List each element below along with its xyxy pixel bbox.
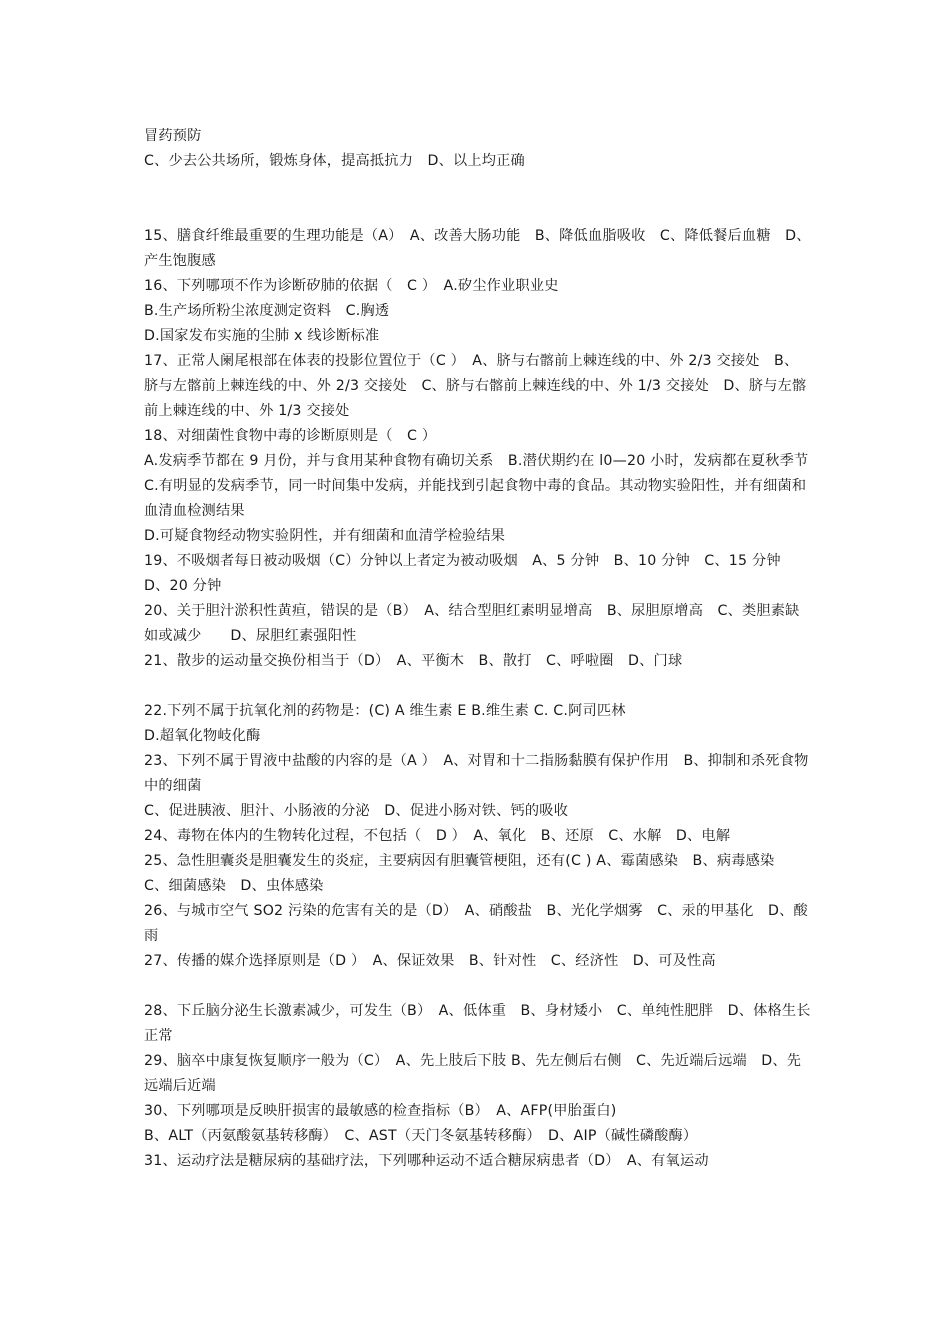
question-18-option-d: D.可疑食物经动物实验阴性，并有细菌和血清学检验结果 [144, 528, 506, 544]
text-line: 冒药预防 [144, 128, 202, 144]
question-17: 17、正常人阑尾根部在体表的投影位置位于（C ） A、脐与右髂前上棘连线的中、外 2/3 交接处 B、脐与左髂前上棘连线的中、外 2/3 交接处 C、脐与右髂前上棘连线的中、外 1/3 交接处 D、脐与左髂前上棘连线的中、外 1/3 交接处 [144, 353, 807, 419]
question-21: 21、散步的运动量交换份相当于（D） A、平衡木 B、散打 C、呼啦圈 D、门球 [144, 653, 683, 669]
blank-line [144, 674, 812, 699]
blank-line [144, 974, 812, 999]
question-30: 30、下列哪项是反映肝损害的最敏感的检查指标（B） A、AFP(甲胎蛋白) [144, 1103, 617, 1119]
question-23-options: C、促进胰液、胆汁、小肠液的分泌 D、促进小肠对铁、钙的吸收 [144, 803, 569, 819]
question-15: 15、膳食纤维最重要的生理功能是（A） A、改善大肠功能 B、降低血脂吸收 C、降低餐后血糖 D、产生饱腹感 [144, 228, 811, 269]
question-27: 27、传播的媒介选择原则是（D ） A、保证效果 B、针对性 C、经济性 D、可及性高 [144, 953, 716, 969]
question-16-option-b: B.生产场所粉尘浓度测定资料 C.胸透 [144, 303, 390, 319]
question-22: 22.下列不属于抗氧化剂的药物是：(C) A 维生素 E B.维生素 C. C.阿司匹林 [144, 703, 626, 719]
document-body [144, 124, 812, 1174]
question-19: 19、不吸烟者每日被动吸烟（C）分钟以上者定为被动吸烟 A、5 分钟 B、10 分钟 C、15 分钟 D、20 分钟 [144, 553, 796, 594]
question-25: 25、急性胆囊炎是胆囊发生的炎症，主要病因有胆囊管梗阻，还有(C ) A、霉菌感染 B、病毒感染 C、细菌感染 D、虫体感染 [144, 853, 789, 894]
text-line: C、少去公共场所，锻炼身体，提高抵抗力 D、以上均正确 [144, 153, 525, 169]
question-26: 26、与城市空气 SO2 污染的危害有关的是（D） A、硝酸盐 B、光化学烟雾 C、汞的甲基化 D、酸雨 [144, 903, 808, 944]
question-30-options: B、ALT（丙氨酸氨基转移酶） C、AST（天门冬氨基转移酶） D、AIP（碱性磷酸酶） [144, 1128, 698, 1144]
question-28: 28、下丘脑分泌生长激素减少，可发生（B） A、低体重 B、身材矮小 C、单纯性肥胖 D、体格生长正常 [144, 1003, 811, 1044]
question-18-option-c: C.有明显的发病季节，同一时间集中发病，并能找到引起食物中毒的食品。其动物实验阳性，并有细菌和血清血检测结果 [144, 478, 807, 519]
question-18-option-a: A.发病季节都在 9 月份，并与食用某种食物有确切关系 B.潜伏期约在 l0—20 小时，发病都在夏秋季节 [144, 453, 809, 469]
question-16: 16、下列哪项不作为诊断矽肺的依据（ C ） A.矽尘作业职业史 [144, 278, 559, 294]
question-22-option-d: D.超氧化物岐化酶 [144, 728, 261, 744]
question-18: 18、对细菌性食物中毒的诊断原则是（ C ） [144, 428, 437, 444]
question-31: 31、运动疗法是糖尿病的基础疗法，下列哪种运动不适合糖尿病患者（D） A、有氧运动 [144, 1153, 709, 1169]
blank-line [144, 174, 812, 224]
question-24: 24、毒物在体内的生物转化过程，不包括（ D ） A、氧化 B、还原 C、水解 D、电解 [144, 828, 731, 844]
question-29: 29、脑卒中康复恢复顺序一般为（C） A、先上肢后下肢 B、先左侧后右侧 C、先近端后远端 D、先远端后近端 [144, 1053, 802, 1094]
question-20: 20、关于胆汁淤积性黄疸，错误的是（B） A、结合型胆红素明显增高 B、尿胆原增高 C、类胆素缺如或减少 D、尿胆红素强阳性 [144, 603, 800, 644]
question-16-option-d: D.国家发布实施的尘肺 x 线诊断标准 [144, 328, 380, 344]
question-23: 23、下列不属于胃液中盐酸的内容的是（A ） A、对胃和十二指肠黏膜有保护作用 B、抑制和杀死食物中的细菌 [144, 753, 809, 794]
